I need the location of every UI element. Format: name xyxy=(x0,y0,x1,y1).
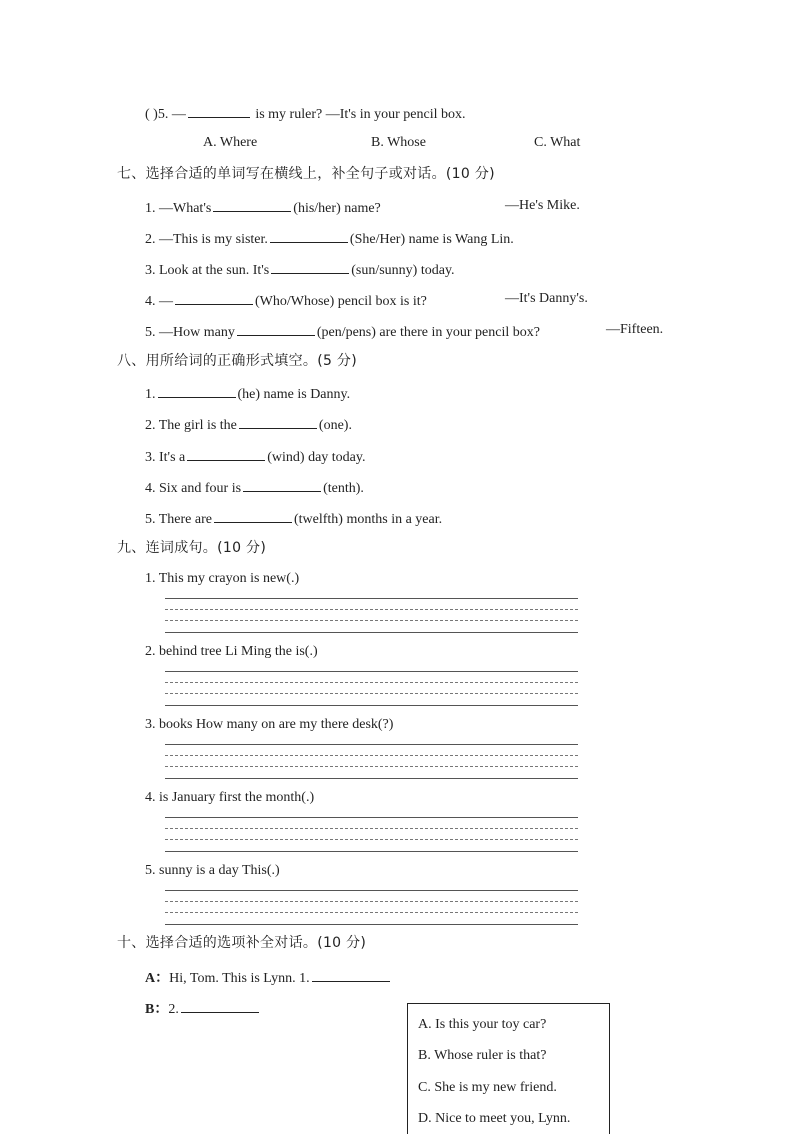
option-b: B. Whose xyxy=(371,135,426,150)
s8-item-1-pre: 1. xyxy=(145,387,156,402)
s7-item-2-post: (She/Her) name is Wang Lin. xyxy=(349,232,514,247)
s8-item-5-pre: 5. There are xyxy=(145,512,212,527)
s10-option-d: D. Nice to meet you, Lynn. xyxy=(418,1111,571,1126)
s7-item-5-post: (pen/pens) are there in your pencil box? xyxy=(316,325,540,340)
writing-line[interactable] xyxy=(165,744,578,745)
s9-item-3: 3. books How many on are my there desk(?) xyxy=(145,717,394,732)
answer-blank[interactable] xyxy=(158,383,236,398)
s7-item-1-pre: 1. —What's xyxy=(145,201,212,216)
writing-line[interactable] xyxy=(165,705,578,706)
question-5-dash: — xyxy=(171,107,186,122)
writing-line-dashed xyxy=(165,620,578,621)
writing-line-dashed xyxy=(165,839,578,840)
s8-item-2 xyxy=(145,414,352,435)
section-7-heading: 七、选择合适的单词写在横线上，补全句子或对话。(10 分) xyxy=(117,166,495,182)
writing-line-dashed xyxy=(165,828,578,829)
s8-item-3-post: (wind) day today. xyxy=(267,450,366,465)
answer-blank[interactable] xyxy=(213,197,291,212)
answer-blank[interactable] xyxy=(187,446,265,461)
section-9-heading: 九、连词成句。(10 分) xyxy=(117,540,267,556)
writing-line[interactable] xyxy=(165,890,578,891)
answer-blank[interactable] xyxy=(243,477,321,492)
writing-line[interactable] xyxy=(165,632,578,633)
dialog-line-a-text: Hi, Tom. This is Lynn. 1. xyxy=(169,971,310,986)
answer-blank[interactable] xyxy=(175,290,253,305)
s7-item-3 xyxy=(145,259,455,280)
s7-item-3-pre: 3. Look at the sun. It's xyxy=(145,263,270,278)
s7-item-1-post: (his/her) name? xyxy=(293,201,381,216)
answer-blank[interactable] xyxy=(188,103,250,118)
s8-item-2-post: (one). xyxy=(318,418,352,433)
s8-item-3 xyxy=(145,446,365,467)
s7-item-1 xyxy=(145,197,381,218)
s9-item-1: 1. This my crayon is new(.) xyxy=(145,571,300,586)
s9-item-5: 5. sunny is a day This(.) xyxy=(145,863,280,878)
writing-line[interactable] xyxy=(165,671,578,672)
question-5-text: is my ruler? —It's in your pencil box. xyxy=(255,107,466,122)
s8-item-1-post: (he) name is Danny. xyxy=(237,387,351,402)
question-5 xyxy=(145,103,465,124)
speaker-b: B： xyxy=(145,1002,169,1017)
s7-item-5 xyxy=(145,321,540,342)
s7-item-4-pre: 4. — xyxy=(145,294,173,309)
writing-line-dashed xyxy=(165,901,578,902)
s7-item-3-post: (sun/sunny) today. xyxy=(351,263,455,278)
writing-line[interactable] xyxy=(165,851,578,852)
s8-item-5-post: (twelfth) months in a year. xyxy=(293,512,443,527)
option-a: A. Where xyxy=(203,135,258,150)
writing-line-dashed xyxy=(165,755,578,756)
question-5-number: ( )5. xyxy=(145,107,169,122)
s7-item-2 xyxy=(145,228,514,249)
dialog-line-a xyxy=(145,967,392,988)
s7-item-5-pre: 5. —How many xyxy=(145,325,235,340)
s8-item-3-pre: 3. It's a xyxy=(145,450,186,465)
s8-item-2-pre: 2. The girl is the xyxy=(145,418,237,433)
answer-blank[interactable] xyxy=(214,508,292,523)
answer-blank[interactable] xyxy=(239,414,317,429)
option-c: C. What xyxy=(534,135,581,150)
writing-line[interactable] xyxy=(165,598,578,599)
writing-line[interactable] xyxy=(165,817,578,818)
writing-line-dashed xyxy=(165,682,578,683)
section-8-heading: 八、用所给词的正确形式填空。(5 分) xyxy=(117,353,357,369)
writing-line-dashed xyxy=(165,766,578,767)
writing-line[interactable] xyxy=(165,778,578,779)
s7-item-4 xyxy=(145,290,427,311)
answer-blank[interactable] xyxy=(312,967,390,982)
s8-item-4-post: (tenth). xyxy=(323,481,364,496)
answer-blank[interactable] xyxy=(237,321,315,336)
answer-blank[interactable] xyxy=(271,259,349,274)
s8-item-1 xyxy=(145,383,350,404)
s8-item-5 xyxy=(145,508,442,529)
answer-blank[interactable] xyxy=(270,228,348,243)
section-10-heading: 十、选择合适的选项补全对话。(10 分) xyxy=(117,935,367,951)
s7-item-2-pre: 2. —This is my sister. xyxy=(145,232,268,247)
s10-option-a: A. Is this your toy car? xyxy=(418,1017,547,1032)
writing-line-dashed xyxy=(165,693,578,694)
speaker-a: A： xyxy=(145,971,170,986)
s7-item-1-answer: —He's Mike. xyxy=(505,198,580,213)
dialog-line-b xyxy=(145,998,261,1019)
writing-line-dashed xyxy=(165,912,578,913)
s8-item-4-pre: 4. Six and four is xyxy=(145,481,242,496)
s7-item-4-post: (Who/Whose) pencil box is it? xyxy=(255,294,427,309)
s10-option-c: C. She is my new friend. xyxy=(418,1080,557,1095)
s9-item-4: 4. is January first the month(.) xyxy=(145,790,315,805)
s8-item-4 xyxy=(145,477,364,498)
s7-item-5-answer: —Fifteen. xyxy=(606,322,664,337)
s9-item-2: 2. behind tree Li Ming the is(.) xyxy=(145,644,318,659)
answer-blank[interactable] xyxy=(181,998,259,1013)
s7-item-4-answer: —It's Danny's. xyxy=(505,291,588,306)
dialog-line-b-text: 2. xyxy=(168,1002,179,1017)
writing-line-dashed xyxy=(165,609,578,610)
s10-option-b: B. Whose ruler is that? xyxy=(418,1048,547,1063)
writing-line[interactable] xyxy=(165,924,578,925)
